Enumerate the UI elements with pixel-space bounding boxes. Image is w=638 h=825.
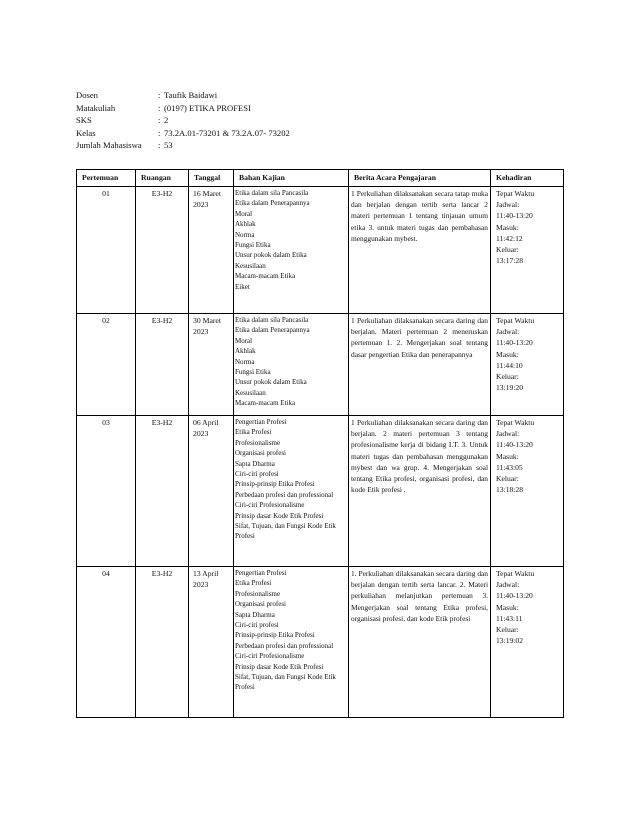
bahan-kajian-item: Unsur pokok dalam Etika xyxy=(235,251,307,260)
bahan-kajian-item: Prinsip dasar Kode Etik Profesi xyxy=(235,511,324,520)
bahan-kajian-item: Profesionalisme xyxy=(235,438,281,447)
column-header-ruangan: Ruangan xyxy=(136,170,189,187)
kehadiran-line: Tepat Waktu xyxy=(496,418,535,427)
bahan-kajian-item: Perbedaan profesi dan professional xyxy=(235,490,334,499)
header-value: 73.2A.01-73201 & 73.2A.07- 73202 xyxy=(164,127,290,138)
kehadiran-line: 11:42:12 xyxy=(496,233,523,243)
kehadiran-line: Masuk: xyxy=(496,349,519,359)
header-value: (0197) ETIKA PROFESI xyxy=(164,102,251,113)
table-row xyxy=(77,314,564,416)
cell-tanggal: 30 Maret 2023 xyxy=(189,314,234,416)
kehadiran-line: 11:44:10 xyxy=(496,360,523,370)
cell-kehadiran xyxy=(491,187,564,314)
kehadiran-line: 13:17:28 xyxy=(496,256,524,266)
cell-ruangan: E3-H2 xyxy=(136,187,189,314)
kehadiran-line: Keluar: xyxy=(496,474,519,484)
bahan-kajian-item: Perbedaan profesi dan professional xyxy=(235,641,334,650)
kehadiran-line: Jadwal: xyxy=(496,327,520,337)
cell-tanggal: 16 Maret 2023 xyxy=(189,187,234,314)
bahan-kajian-item: Eiket xyxy=(235,282,250,291)
cell-pertemuan: 03 xyxy=(77,416,136,567)
column-header-berita-acara: Berita Acara Pengajaran xyxy=(349,170,491,187)
header-row-sks: SKS : 2 xyxy=(76,115,169,126)
bahan-kajian-item: Sapta Dharma xyxy=(235,610,275,619)
cell-bahan-kajian xyxy=(234,314,349,416)
kehadiran-line: Tepat Waktu xyxy=(496,569,535,578)
bahan-kajian-item: Etika dalam sila Pancasila xyxy=(235,189,309,197)
cell-kehadiran xyxy=(491,416,564,567)
bahan-kajian-item: Unsur pokok dalam Etika xyxy=(235,378,307,387)
cell-tanggal: 13 April 2023 xyxy=(189,567,234,718)
bahan-kajian-item: Akhlak xyxy=(235,347,256,356)
bahan-kajian-item: Pengertian Profesi xyxy=(235,569,287,577)
kehadiran-line: 11:40-13:20 xyxy=(496,440,533,450)
bahan-kajian-item: Etika Profesi xyxy=(235,579,272,588)
column-header-bahan-kajian: Bahan Kajian xyxy=(234,170,349,187)
bahan-kajian-item: Macam-macam Etika xyxy=(235,272,296,281)
cell-bahan-kajian xyxy=(234,567,349,718)
table-row xyxy=(77,187,564,314)
cell-ruangan: E3-H2 xyxy=(136,567,189,718)
cell-bahan-kajian xyxy=(234,187,349,314)
kehadiran-line: Keluar: xyxy=(496,245,519,255)
header-row-matakuliah: Matakuliah : (0197) ETIKA PROFESI xyxy=(76,102,251,113)
course-header xyxy=(76,89,290,152)
table-body xyxy=(77,187,564,718)
table-row xyxy=(77,416,564,567)
header-label: Kelas xyxy=(76,127,96,138)
header-row-dosen: Dosen : Taufik Baidawi xyxy=(76,90,218,100)
cell-berita-acara: 1 Perkuliahan dilaksanakan secara daring dan berjalan. Materi pertemuan 2 meneruskan pertemuan 1. 2. Mengerjakan soal tentang dasar pengertian Etika dan penerapannya xyxy=(349,314,491,416)
bahan-kajian-item: Etika dalam Penerapannya xyxy=(235,199,310,208)
table-row xyxy=(77,567,564,718)
header-label: Dosen xyxy=(76,90,98,100)
kehadiran-line: Keluar: xyxy=(496,372,519,382)
teaching-journal-table xyxy=(76,169,564,718)
bahan-kajian-item: Kesusilaan xyxy=(235,261,266,270)
kehadiran-line: 13:19:20 xyxy=(496,383,524,393)
cell-ruangan: E3-H2 xyxy=(136,416,189,567)
column-header-tanggal: Tanggal xyxy=(189,170,234,187)
kehadiran-line: Tepat Waktu xyxy=(496,316,535,325)
cell-pertemuan: 01 xyxy=(77,187,136,314)
header-label: Matakuliah xyxy=(76,102,116,113)
cell-berita-acara: 1 Perkuliahan dilaksanakan secara tatap muka dan berjalan dengan tertib serta lancar 2 materi pertemuan 1 tentang tinjauan umum etika 3. untuk materi tugas dan pembahasan menggunakan mybest. xyxy=(349,187,491,314)
bahan-kajian-item: Profesionalisme xyxy=(235,589,281,598)
bahan-kajian-item: Ciri-ciri profesi xyxy=(235,470,279,479)
kehadiran-line: 13:19:02 xyxy=(496,636,524,646)
bahan-kajian-item: Kesusilaan xyxy=(235,388,266,397)
header-value: Taufik Baidawi xyxy=(164,90,218,100)
bahan-kajian-item: Ciri-ciri Profesionalisme xyxy=(235,501,305,510)
bahan-kajian-item: Prinsip-prinsip Etika Profesi xyxy=(235,631,315,640)
kehadiran-line: 11:40-13:20 xyxy=(496,338,533,348)
bahan-kajian-item: Norma xyxy=(235,230,255,239)
bahan-kajian-item: Ciri-ciri Profesionalisme xyxy=(235,652,305,661)
kehadiran-line: 13:18:28 xyxy=(496,485,524,495)
header-label: Jumlah Mahasiswa xyxy=(76,140,142,151)
kehadiran-line: Jadwal: xyxy=(496,580,520,590)
cell-pertemuan: 02 xyxy=(77,314,136,416)
bahan-kajian-item: Macam-macam Etika xyxy=(235,399,296,408)
bahan-kajian-item: Etika dalam Penerapannya xyxy=(235,326,310,335)
kehadiran-line: Masuk: xyxy=(496,451,519,461)
bahan-kajian-item: Organisasi profesi xyxy=(235,600,286,609)
kehadiran-line: 11:43:05 xyxy=(496,462,523,472)
header-label: SKS xyxy=(76,115,92,126)
cell-tanggal: 06 April 2023 xyxy=(189,416,234,567)
bahan-kajian-item: Prinsip-prinsip Etika Profesi xyxy=(235,480,315,489)
bahan-kajian-item: Moral xyxy=(235,209,253,218)
kehadiran-line: 11:43:11 xyxy=(496,613,523,623)
bahan-kajian-item: Etika Profesi xyxy=(235,428,272,437)
bahan-kajian-item: Fungsi Etika xyxy=(235,241,271,250)
bahan-kajian-item: Norma xyxy=(235,357,255,366)
bahan-kajian-item: Sifat, Tujuan, dan Fungsi Kode Etik Profesi xyxy=(235,522,336,541)
kehadiran-line: Tepat Waktu xyxy=(496,189,535,198)
cell-bahan-kajian xyxy=(234,416,349,567)
kehadiran-line: Jadwal: xyxy=(496,429,520,439)
kehadiran-line: Jadwal: xyxy=(496,200,520,210)
header-value: 2 xyxy=(164,115,169,126)
cell-kehadiran xyxy=(491,314,564,416)
header-value: 53 xyxy=(164,140,173,151)
kehadiran-line: Keluar: xyxy=(496,625,519,635)
bahan-kajian-item: Sifat, Tujuan, dan Fungsi Kode Etik Profesi xyxy=(235,673,336,692)
bahan-kajian-item: Pengertian Profesi xyxy=(235,418,287,426)
bahan-kajian-item: Sapta Dharma xyxy=(235,459,275,468)
cell-berita-acara: 1 Perkuliahan dilaksanakan secara daring dan berjalan. 2 materi pertemuan 3 tentang profesionalisme kerja di bidang I.T. 3. Untuk materi tugas dan pembahasan menggunakan mybest dan wa grup. 4. Mengerjakan soal tentang Etika profesi, organisasi profesi, dan kode Etik profesi . xyxy=(349,416,491,567)
header-row-kelas: Kelas : 73.2A.01-73201 & 73.2A.07- 73202 xyxy=(76,127,290,138)
bahan-kajian-item: Akhlak xyxy=(235,220,256,229)
kehadiran-line: 11:40-13:20 xyxy=(496,211,533,221)
bahan-kajian-item: Fungsi Etika xyxy=(235,368,271,377)
cell-ruangan: E3-H2 xyxy=(136,314,189,416)
kehadiran-line: 11:40-13:20 xyxy=(496,591,533,601)
cell-pertemuan: 04 xyxy=(77,567,136,718)
bahan-kajian-item: Ciri-ciri profesi xyxy=(235,621,279,630)
column-header-pertemuan: Pertemuan xyxy=(77,170,136,187)
kehadiran-line: Masuk: xyxy=(496,602,519,612)
bahan-kajian-item: Moral xyxy=(235,336,253,345)
column-header-kehadiran: Kehadiran xyxy=(491,170,564,187)
bahan-kajian-item: Organisasi profesi xyxy=(235,449,286,458)
cell-kehadiran xyxy=(491,567,564,718)
bahan-kajian-item: Etika dalam sila Pancasila xyxy=(235,316,309,324)
table-header-row xyxy=(77,170,564,187)
cell-berita-acara: 1. Perkuliahan dilaksanakan secara daring dan berjalan dengan tertib serta lancar. 2. Materi perkuliahan melanjutkan pertemuan 3. Mengerjakan soal tentang Etika profesi, organisasi profesi, dan kode Etik profesi xyxy=(349,567,491,718)
kehadiran-line: Masuk: xyxy=(496,222,519,232)
header-row-jumlah-mahasiswa: Jumlah Mahasiswa : 53 xyxy=(76,140,173,151)
bahan-kajian-item: Prinsip dasar Kode Etik Profesi xyxy=(235,662,324,671)
